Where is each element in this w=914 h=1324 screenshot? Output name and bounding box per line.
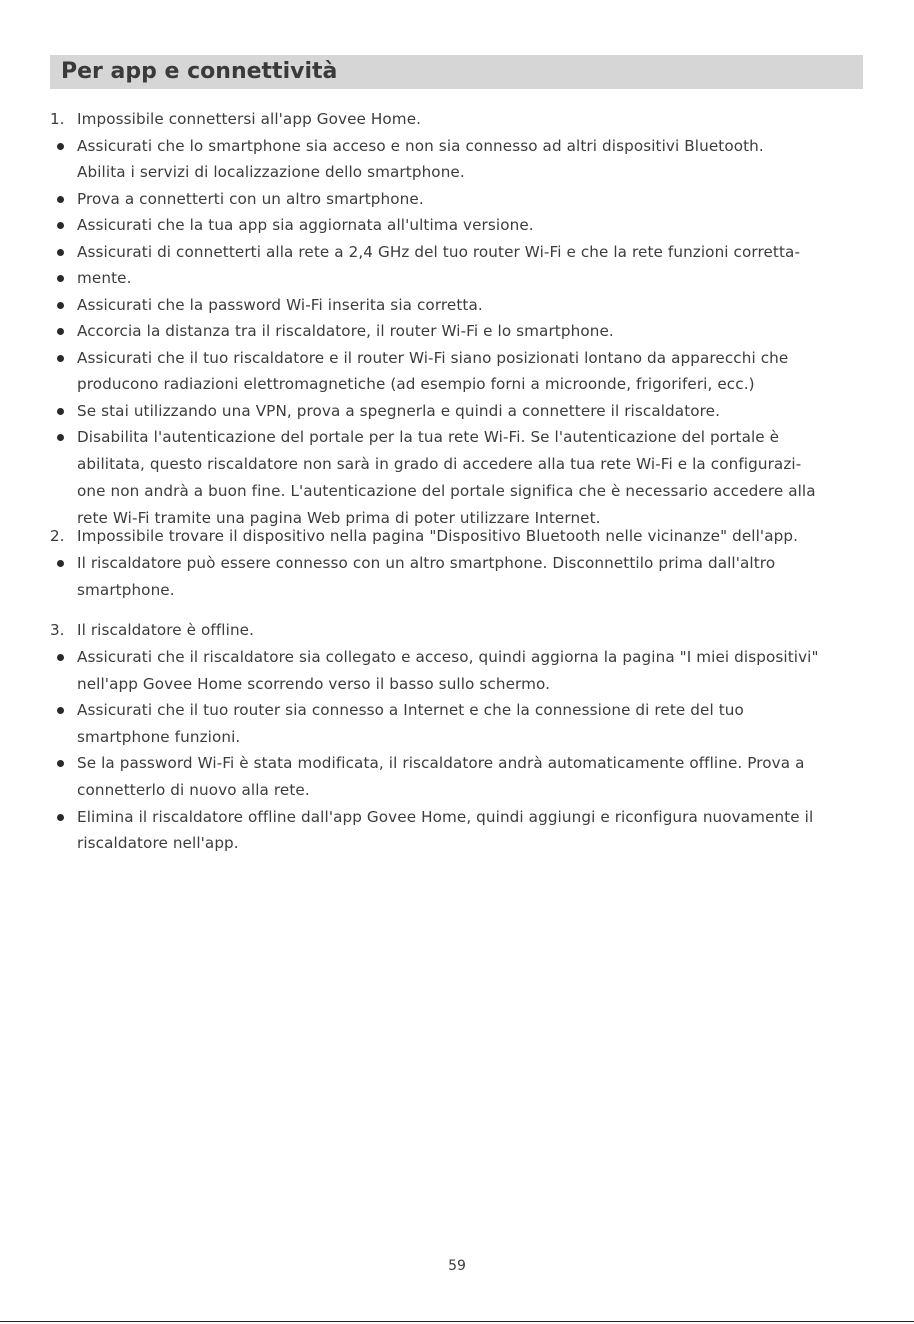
- bullet-dot: [57, 408, 64, 415]
- bullet-text: Accorcia la distanza tra il riscaldatore, il router Wi-Fi e lo smartphone.: [77, 322, 614, 340]
- bullet-text: Se stai utilizzando una VPN, prova a spegnerla e quindi a connettere il riscaldatore.: [77, 402, 721, 420]
- item-title: Impossibile connettersi all'app Govee Home.: [77, 110, 422, 128]
- bullet-dot: [57, 760, 64, 767]
- bullet-dot: [57, 275, 64, 282]
- bullet-dot: [57, 249, 64, 256]
- bullet-text: Assicurati che il tuo riscaldatore e il router Wi-Fi siano posizionati lontano da apparecchi che: [77, 349, 789, 367]
- bullet-dot: [57, 707, 64, 714]
- bullet-text: abilitata, questo riscaldatore non sarà in grado di accedere alla tua rete Wi-Fi e la configurazi-: [77, 455, 802, 473]
- bullet-text: Assicurati che la tua app sia aggiornata all'ultima versione.: [77, 216, 534, 234]
- bullet-dot: [57, 434, 64, 441]
- bullet-dot: [57, 196, 64, 203]
- bullet-dot: [57, 654, 64, 661]
- item-title: Impossibile trovare il dispositivo nella pagina "Dispositivo Bluetooth nelle vicinanze" dell'app.: [77, 527, 799, 545]
- bullet-text: nell'app Govee Home scorrendo verso il basso sullo schermo.: [77, 675, 551, 693]
- bullet-text: Il riscaldatore può essere connesso con un altro smartphone. Disconnettilo prima dall'altro: [77, 554, 776, 572]
- bullet-text: smartphone funzioni.: [77, 728, 241, 746]
- bullet-text: Assicurati che la password Wi-Fi inserita sia corretta.: [77, 296, 483, 314]
- item-number: 1.: [50, 110, 65, 128]
- bullet-text: Assicurati che il tuo router sia connesso a Internet e che la connessione di rete del tuo: [77, 701, 744, 719]
- bullet-text: Assicurati che il riscaldatore sia collegato e acceso, quindi aggiorna la pagina "I miei dispositivi": [77, 648, 819, 666]
- bullet-text: Assicurati di connetterti alla rete a 2,4 GHz del tuo router Wi-Fi e che la rete funzioni corretta-: [77, 243, 801, 261]
- bottom-rule: [0, 1321, 914, 1322]
- bullet-dot: [57, 222, 64, 229]
- bullet-text: Elimina il riscaldatore offline dall'app Govee Home, quindi aggiungi e riconfigura nuovamente il: [77, 808, 814, 826]
- bullet-text: smartphone.: [77, 581, 175, 599]
- bullet-text: Abilita i servizi di localizzazione dello smartphone.: [77, 163, 465, 181]
- bullet-dot: [57, 560, 64, 567]
- item-number: 2.: [50, 527, 65, 545]
- bullet-text: rete Wi-Fi tramite una pagina Web prima di poter utilizzare Internet.: [77, 509, 601, 527]
- item-number: 3.: [50, 621, 65, 639]
- page-number: 59: [448, 1258, 466, 1274]
- bullet-text: Assicurati che lo smartphone sia acceso e non sia connesso ad altri dispositivi Bluetooth.: [77, 137, 764, 155]
- bullet-text: riscaldatore nell'app.: [77, 834, 239, 852]
- section-header: [50, 55, 863, 89]
- bullet-dot: [57, 355, 64, 362]
- bullet-dot: [57, 328, 64, 335]
- bullet-text: producono radiazioni elettromagnetiche (ad esempio forni a microonde, frigoriferi, ecc.): [77, 375, 755, 393]
- bullet-dot: [57, 143, 64, 150]
- bullet-dot: [57, 302, 64, 309]
- bullet-text: Disabilita l'autenticazione del portale per la tua rete Wi-Fi. Se l'autenticazione del portale è: [77, 428, 780, 446]
- bullet-dot: [57, 814, 64, 821]
- bullet-text: one non andrà a buon fine. L'autenticazione del portale significa che è necessario accedere alla: [77, 482, 816, 500]
- bullet-text: connetterlo di nuovo alla rete.: [77, 781, 310, 799]
- item-title: Il riscaldatore è offline.: [77, 621, 255, 639]
- bullet-text: Se la password Wi-Fi è stata modificata, il riscaldatore andrà automaticamente offline. Prova a: [77, 754, 805, 772]
- bullet-text: Prova a connetterti con un altro smartphone.: [77, 190, 424, 208]
- bullet-text: mente.: [77, 269, 132, 287]
- section-title: Per app e connettività: [61, 59, 338, 84]
